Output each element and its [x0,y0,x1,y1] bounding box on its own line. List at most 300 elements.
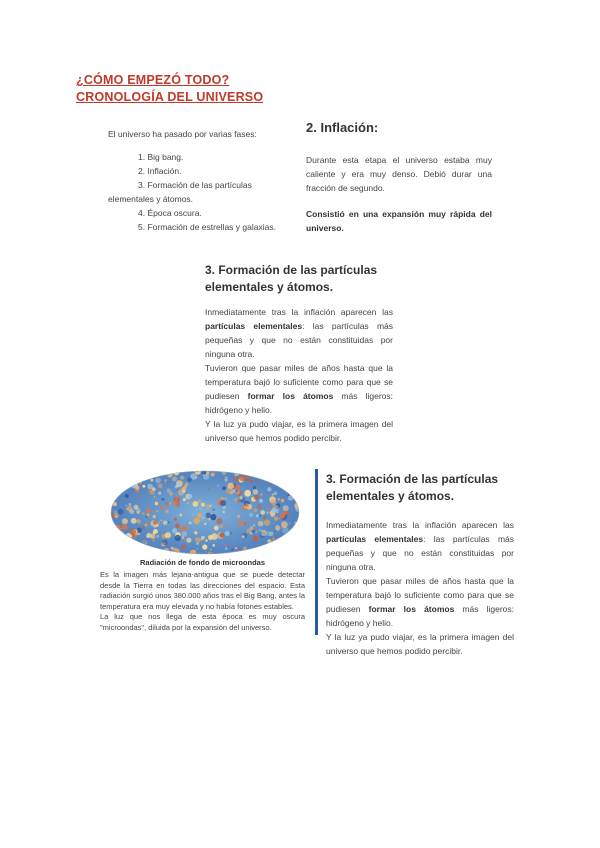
cmb-speckle [125,505,127,507]
cmb-speckle [169,492,173,496]
cmb-speckle [119,490,123,494]
cmb-speckle [137,552,139,554]
cmb-speckle [267,484,269,486]
cmb-speckle [137,497,139,499]
cmb-speckle [142,512,145,515]
cmb-speckle [173,501,178,506]
cmb-speckle [264,520,270,526]
cmb-speckle [151,470,156,473]
cmb-p1: Es la imagen más lejana-antigua que se puede detectar desde la Tierra en todas las direcciones del espacio. Esta radiación surgió unos 380.000 años tras el Big Bang, antes la temperatura era muy elevada y no había fotones estables. [100,570,305,611]
cmb-speckle [281,510,287,516]
cmb-speckle [193,501,199,507]
cmb-speckle [246,529,251,534]
cmb-speckle [244,522,247,525]
formation-heading: 3. Formación de las partículas elementales y átomos. [205,263,378,294]
cmb-speckle [281,477,286,482]
formation2-p1-a: Inmediatamente tras la inflación aparecen las [326,520,514,530]
cmb-speckle [155,502,158,505]
cmb-speckle [239,475,246,482]
cmb-speckle [260,493,262,495]
cmb-speckle [274,492,278,496]
cmb-speckle [258,521,264,527]
cmb-speckle [226,488,232,494]
cmb-speckle [259,549,265,555]
cmb-speckle [259,515,261,517]
cmb-speckle [111,479,114,482]
cmb-speckle [224,525,226,527]
cmb-speckle [137,533,140,536]
cmb-speckle [150,490,155,495]
cmb-speckle [205,504,210,509]
cmb-speckle [281,499,285,503]
cmb-speckle [194,531,197,534]
cmb-speckle [289,523,291,525]
cmb-speckle [255,519,257,521]
cmb-speckle [179,527,183,531]
cmb-speckle [231,549,233,551]
phase-item: 4. Época oscura. [138,208,202,218]
cmb-speckle [146,508,152,514]
cmb-speckle [266,531,271,536]
inflation-text: Durante esta etapa el universo estaba muy caliente y era muy denso. Debió durar una fracción de segundo. [306,155,492,193]
cmb-speckle [128,479,132,483]
cmb-speckle [127,550,132,555]
cmb-speckle [172,476,177,481]
cmb-caption: Radiación de fondo de microondas [139,558,265,567]
cmb-speckle [255,550,260,555]
cmb-speckle [125,472,129,476]
cmb-speckle [136,519,141,524]
cmb-speckle [220,500,226,506]
cmb-speckle [164,502,168,506]
cmb-speckle [275,525,280,530]
cmb-speckle [254,495,259,500]
cmb-speckle [240,496,243,499]
cmb-speckle [158,492,161,495]
cmb-speckle [205,550,207,552]
cmb-speckle [124,475,127,478]
cmb-speckle [277,531,279,533]
cmb-speckle [150,479,153,482]
cmb-speckle [225,498,227,500]
cmb-p2: La luz que nos llega de esta época es muy oscura "microondas", diluida por la expansión del universo. [100,612,305,632]
cmb-speckle [216,518,222,524]
cmb-speckle [122,553,124,555]
cmb-speckle [282,549,287,554]
cmb-speckle [233,476,240,483]
cmb-speckle [253,524,255,526]
cmb-speckle [146,516,148,518]
cmb-speckle [183,498,186,501]
cmb-speckle [186,538,191,543]
cmb-speckle [126,508,129,511]
cmb-speckle [111,532,115,536]
cmb-speckle [222,486,226,490]
cmb-speckle [253,486,256,489]
cmb-speckle [146,535,149,538]
cmb-speckle [273,505,277,509]
cmb-speckle [153,521,157,525]
cmb-speckle [167,472,172,477]
cmb-speckle [122,488,124,490]
cmb-speckle [164,482,166,484]
cmb-speckle [214,526,219,531]
phase-item: 1. Big bang. [138,152,184,162]
cmb-speckle [263,516,266,519]
cmb-speckle [123,472,129,478]
formation-p2-bold: formar los átomos [247,391,334,401]
cmb-speckle [182,487,187,492]
cmb-speckle [261,548,264,551]
cmb-speckle [210,549,212,551]
cmb-speckle [175,535,181,541]
cmb-speckle [195,537,201,543]
cmb-speckle [176,480,183,487]
cmb-speckle [161,519,163,521]
cmb-speckle [114,470,121,476]
cmb-speckle [259,499,263,503]
cmb-speckle [178,521,180,523]
cmb-speckle [148,522,150,524]
cmb-speckle [253,508,257,512]
cmb-speckle [211,552,213,554]
formation2-p1-c: : las partículas más pequeñas y que no están constituidas por ninguna otra. [326,534,514,572]
cmb-speckle [262,472,267,477]
cmb-speckle [268,476,270,478]
formation-p1-a: Inmediatamente tras la inflación aparecen las [205,307,393,317]
cmb-speckle [192,514,194,516]
cmb-speckle [224,476,228,480]
cmb-speckle [201,503,205,507]
cmb-speckle [129,509,134,514]
cmb-speckle [217,485,219,487]
cmb-speckle [168,521,170,523]
cmb-speckle [201,536,205,540]
cmb-speckle [110,531,115,538]
cmb-speckle [113,554,115,555]
cmb-speckle [235,490,238,493]
cmb-speckle [274,516,279,521]
cmb-speckle [219,533,224,538]
cmb-speckle [248,551,252,555]
inflation-paragraph [306,153,492,195]
cmb-speckle [134,505,139,510]
cmb-speckle [204,523,206,525]
cmb-speckle [253,489,258,494]
cmb-speckle [237,548,240,551]
formation-p1-c: : las partículas más pequeñas y que no están constituidas por ninguna otra. [205,321,393,359]
cmb-speckle [169,503,171,505]
cmb-speckle [142,471,148,477]
phase-item: 3. Formación de las partículas elementales y átomos. [108,180,252,204]
cmb-speckle [158,522,160,524]
cmb-speckle [140,471,146,477]
formation-p1 [205,305,393,361]
cmb-speckle [202,508,204,510]
cmb-speckle [238,521,243,526]
cmb-speckle [212,544,215,547]
cmb-speckle [208,535,213,540]
cmb-speckle [224,544,227,547]
cmb-speckle [291,477,295,481]
inflation-heading: 2. Inflación: [306,120,379,135]
cmb-speckle [286,536,292,542]
cmb-speckle [292,470,296,473]
cmb-speckle [250,494,253,497]
cmb-speckle [130,529,136,535]
cmb-speckle [155,537,157,539]
cmb-speckle [163,521,167,525]
cmb-speckle [268,471,271,474]
cmb-speckle [256,481,259,484]
cmb-speckle [294,530,300,536]
cmb-speckle [257,504,262,509]
cmb-speckle [281,521,288,528]
formation-p3: Y la luz ya pudo viajar, es la primera imagen del universo que hemos podido percibir. [205,419,393,443]
cmb-speckle [296,492,298,494]
cmb-speckle [120,525,122,527]
cmb-speckle [246,476,252,482]
cmb-speckle [208,518,210,520]
cmb-speckle [291,546,297,552]
cmb-speckle [160,552,162,554]
title-line-1: ¿CÓMO EMPEZÓ TODO? [76,73,230,87]
cmb-speckle [187,502,189,504]
cmb-speckle [260,510,265,515]
cmb-speckle [270,493,272,495]
formation2-p1-bold: partículas elementales [326,534,424,544]
cmb-speckle [243,470,246,473]
cmb-speckle [110,498,114,503]
formation2-p3: Y la luz ya pudo viajar, es la primera imagen del universo que hemos podido percibir. [326,632,514,656]
cmb-speckle [284,483,287,486]
cmb-speckle [208,488,210,490]
cmb-speckle [131,470,137,474]
cmb-speckle [117,533,121,537]
cmb-speckle [196,548,198,550]
cmb-speckle [277,511,279,513]
cmb-speckle [297,539,301,543]
cmb-speckle [133,477,139,483]
cmb-speckle [138,476,143,481]
cmb-speckle [272,538,274,540]
cmb-speckle [127,481,129,483]
cmb-speckle [181,544,186,549]
cmb-speckle [225,531,230,536]
cmb-speckle [206,513,212,519]
cmb-speckle [199,508,201,510]
cmb-speckle [187,478,192,483]
cmb-speckle [253,536,259,542]
formation2-p2-a: Tuvieron que pasar miles de años hasta que la temperatura bajó lo suficiente como para que se pudiesen [326,576,514,614]
cmb-speckle [281,480,285,484]
cmb-speckle [113,470,119,476]
cmb-speckle [153,515,156,518]
cmb-speckle [299,470,300,472]
cmb-speckle [139,470,144,473]
cmb-speckle [295,528,300,533]
cmb-speckle [198,499,202,503]
cmb-speckle [287,481,290,484]
title-line-2: CRONOLOGÍA DEL UNIVERSO [76,90,264,104]
formation-p2-c: más ligeros: hidrógeno y helio. [205,391,393,415]
cmb-speckle [277,498,280,501]
cmb-speckle [129,503,132,506]
cmb-speckle [251,552,255,555]
cmb-speckle [235,547,237,549]
phase-item: 2. Inflación. [138,166,182,176]
cmb-speckle [174,548,180,554]
cmb-speckle [153,539,155,541]
cmb-speckle [121,524,128,531]
cmb-speckle [267,487,271,491]
cmb-speckle [153,529,158,534]
cmb-speckle [258,470,264,474]
cmb-speckle [196,543,198,545]
cmb-map-image [110,470,300,555]
cmb-speckle [156,510,158,512]
cmb-speckle [193,518,199,524]
cmb-speckle [245,503,249,507]
formation-heading-2: 3. Formación de las partículas elementales y átomos. [326,472,499,503]
phase-item: 5. Formación de estrellas y galaxias. [138,222,276,232]
cmb-speckle [284,470,290,476]
cmb-speckle [298,487,300,491]
cmb-speckle [145,524,148,527]
cmb-speckle [256,514,259,517]
cmb-speckle [114,483,120,489]
cmb-speckle [172,528,177,533]
formation2-p2-bold: formar los átomos [368,604,455,614]
cmb-speckle [162,470,166,472]
cmb-speckle [162,540,168,546]
cmb-speckle [182,526,187,531]
formation-body-2 [326,518,514,658]
cmb-speckle [287,487,293,493]
cmb-speckle [211,473,215,477]
cmb-speckle [284,513,286,515]
cmb-speckle [113,486,119,492]
cmb-speckle [182,531,188,537]
page-title [76,72,263,106]
cmb-speckle [267,511,269,513]
formation2-p2-c: más ligeros: hidrógeno y helio. [326,604,514,628]
cmb-speckle [181,536,184,539]
cmb-speckle [122,518,128,524]
cmb-speckle [174,518,177,521]
cmb-speckle [271,513,275,517]
inflation-text-bold: Consistió en una expansión muy rápida del universo. [306,209,492,233]
cmb-speckle [185,482,189,486]
cmb-speckle [160,550,164,554]
cmb-speckle [272,494,274,496]
cmb-speckle [271,499,277,505]
cmb-speckle [222,470,227,475]
formation-p2 [205,361,393,417]
cmb-speckle [199,480,201,482]
cmb-speckle [165,479,167,481]
cmb-speckle [115,516,117,518]
cmb-speckle [184,539,187,542]
cmb-speckle [128,479,133,484]
cmb-speckle [294,470,300,476]
cmb-speckle [171,547,173,549]
intro-lead: El universo ha pasado por varias fases: [108,129,257,139]
cmb-speckle [166,510,169,513]
cmb-speckle [213,508,215,510]
cmb-speckle [223,478,225,480]
cmb-speckle [118,509,124,515]
cmb-speckle [162,498,165,501]
cmb-speckle [165,532,171,538]
cmb-speckle [290,535,296,541]
accent-bar [315,469,318,635]
cmb-speckle [225,547,228,550]
cmb-speckle [147,484,153,490]
cmb-speckle [153,496,155,498]
cmb-speckle [115,544,122,551]
cmb-speckle [260,532,262,534]
cmb-speckle [142,485,145,488]
inflation-paragraph-bold [306,207,492,235]
cmb-speckle [195,476,197,478]
cmb-speckle [137,511,140,514]
phases-list [108,150,278,234]
cmb-speckle [125,480,129,484]
cmb-speckle [110,495,112,498]
cmb-speckle [158,484,163,489]
cmb-speckle [237,515,240,518]
cmb-speckle [189,521,192,524]
cmb-speckle [259,553,261,555]
cmb-speckle [175,524,180,529]
cmb-speckle [267,506,271,510]
cmb-speckle [242,535,245,538]
cmb-speckle [155,478,161,484]
cmb-speckle [142,526,145,529]
cmb-speckle [197,513,202,518]
cmb-speckle [117,533,120,536]
formation-p1-bold: partículas elementales [205,321,303,331]
cmb-speckle [281,537,283,539]
cmb-speckle [187,494,192,499]
cmb-speckle [269,543,275,549]
formation-body [205,305,393,445]
cmb-speckle [249,513,253,517]
cmb-speckle [180,476,184,480]
cmb-speckle [230,532,232,534]
cmb-speckle [114,491,118,495]
cmb-speckle [244,519,246,521]
cmb-speckle [179,514,182,517]
cmb-speckle [206,471,210,475]
phases-intro [108,127,278,234]
cmb-speckle [137,544,139,546]
cmb-speckle [201,519,203,521]
formation2-p2 [326,574,514,630]
cmb-speckle [202,517,204,519]
formation2-p1 [326,518,514,574]
cmb-description [100,570,305,633]
cmb-speckle [219,524,223,528]
cmb-speckle [223,511,225,513]
cmb-speckle [205,539,207,541]
cmb-speckle [252,530,256,534]
cmb-speckle [234,470,236,472]
cmb-speckle [295,470,297,471]
cmb-speckle [288,476,291,479]
cmb-speckle [160,506,164,510]
